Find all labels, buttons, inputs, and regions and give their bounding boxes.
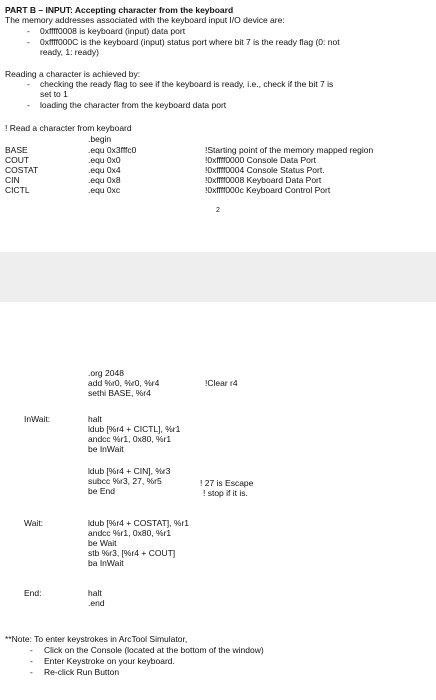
- note-item: Enter Keystroke on your keyboard.: [44, 656, 175, 666]
- bullet-icon: -: [30, 667, 33, 677]
- bullet-icon: -: [30, 645, 33, 655]
- bullet-icon: -: [27, 26, 30, 36]
- code-line: ldub [%r4 + CICTL], %r1: [88, 424, 181, 434]
- intro-text: The memory addresses associated with the keyboard input I/O device are:: [5, 15, 285, 25]
- page-number: 2: [216, 207, 220, 214]
- equ-directive: .equ 0x0: [88, 155, 121, 165]
- bullet-icon: -: [27, 79, 30, 89]
- label-inwait: InWait:: [24, 414, 51, 424]
- equ-label: BASE: [5, 145, 28, 155]
- page-gap: [0, 252, 436, 302]
- address-item-continued: ready, 1: ready): [40, 47, 99, 57]
- address-item: 0xffff000C is the keyboard (input) status port where bit 7 is the ready flag (0: not: [40, 37, 340, 47]
- code-begin: .begin: [88, 134, 112, 144]
- equ-directive: .equ 0x8: [88, 175, 121, 185]
- equ-comment: !0xffff000c Keyboard Control Port: [205, 185, 331, 195]
- code-line: be End: [88, 486, 115, 496]
- code-line: be Wait: [88, 538, 117, 548]
- code-line: be InWait: [88, 444, 124, 454]
- code-line: halt: [88, 588, 102, 598]
- label-wait: Wait:: [24, 518, 44, 528]
- note-title: **Note: To enter keystrokes in ArcTool Simulator,: [5, 634, 188, 644]
- reading-intro: Reading a character is achieved by:: [5, 69, 141, 79]
- code-line: andcc %r1, 0x80, %r1: [88, 434, 172, 444]
- code-comment: ! stop if it is.: [203, 488, 248, 498]
- reading-step: checking the ready flag to see if the keyboard is ready, i.e., check if the bit 7 is: [40, 79, 334, 89]
- bullet-icon: -: [27, 37, 30, 47]
- bullet-icon: -: [30, 656, 33, 666]
- equ-directive: .equ 0x4: [88, 165, 121, 175]
- equ-comment: !0xffff0000 Console Data Port: [205, 155, 317, 165]
- code-line: .org 2048: [88, 368, 124, 378]
- note-item: Click on the Console (located at the bottom of the window): [44, 645, 264, 655]
- code-comment: ! Read a character from keyboard: [5, 123, 132, 133]
- code-line: .end: [88, 598, 105, 608]
- code-comment: ! 27 is Escape: [200, 478, 254, 488]
- document-page-1: [0, 0, 436, 252]
- code-line: halt: [88, 414, 102, 424]
- code-line: subcc %r3, 27, %r5: [88, 476, 162, 486]
- label-end: End:: [24, 588, 42, 598]
- code-line: add %r0, %r0, %r4: [88, 378, 160, 388]
- note-item: Re-click Run Button: [44, 667, 120, 677]
- code-line: ba InWait: [88, 558, 124, 568]
- reading-step-continued: set to 1: [40, 89, 68, 99]
- document-page-2: [0, 302, 436, 700]
- equ-comment: !0xffff0004 Console Status Port.: [205, 165, 325, 175]
- code-line: stb %r3, [%r4 + COUT]: [88, 548, 176, 558]
- code-line: andcc %r1, 0x80, %r1: [88, 528, 172, 538]
- equ-comment: !Starting point of the memory mapped region: [205, 145, 374, 155]
- equ-comment: !0xffff0008 Keyboard Data Port: [205, 175, 322, 185]
- code-line: sethi BASE, %r4: [88, 388, 151, 398]
- code-line: ldub [%r4 + COSTAT], %r1: [88, 518, 190, 528]
- reading-step: loading the character from the keyboard data port: [40, 100, 227, 110]
- equ-label: CIN: [5, 175, 20, 185]
- equ-label: COUT: [5, 155, 30, 165]
- equ-label: COSTAT: [5, 165, 39, 175]
- code-comment: !Clear r4: [205, 378, 238, 388]
- bullet-icon: -: [27, 100, 30, 110]
- equ-label: CICTL: [5, 185, 30, 195]
- code-line: ldub [%r4 + CIN], %r3: [88, 466, 171, 476]
- address-item: 0xffff0008 is keyboard (input) data port: [40, 26, 186, 36]
- section-title: PART B – INPUT: Accepting character from the keyboard: [5, 5, 234, 15]
- equ-directive: .equ 0x3fffc0: [88, 145, 137, 155]
- equ-directive: .equ 0xc: [88, 185, 121, 195]
